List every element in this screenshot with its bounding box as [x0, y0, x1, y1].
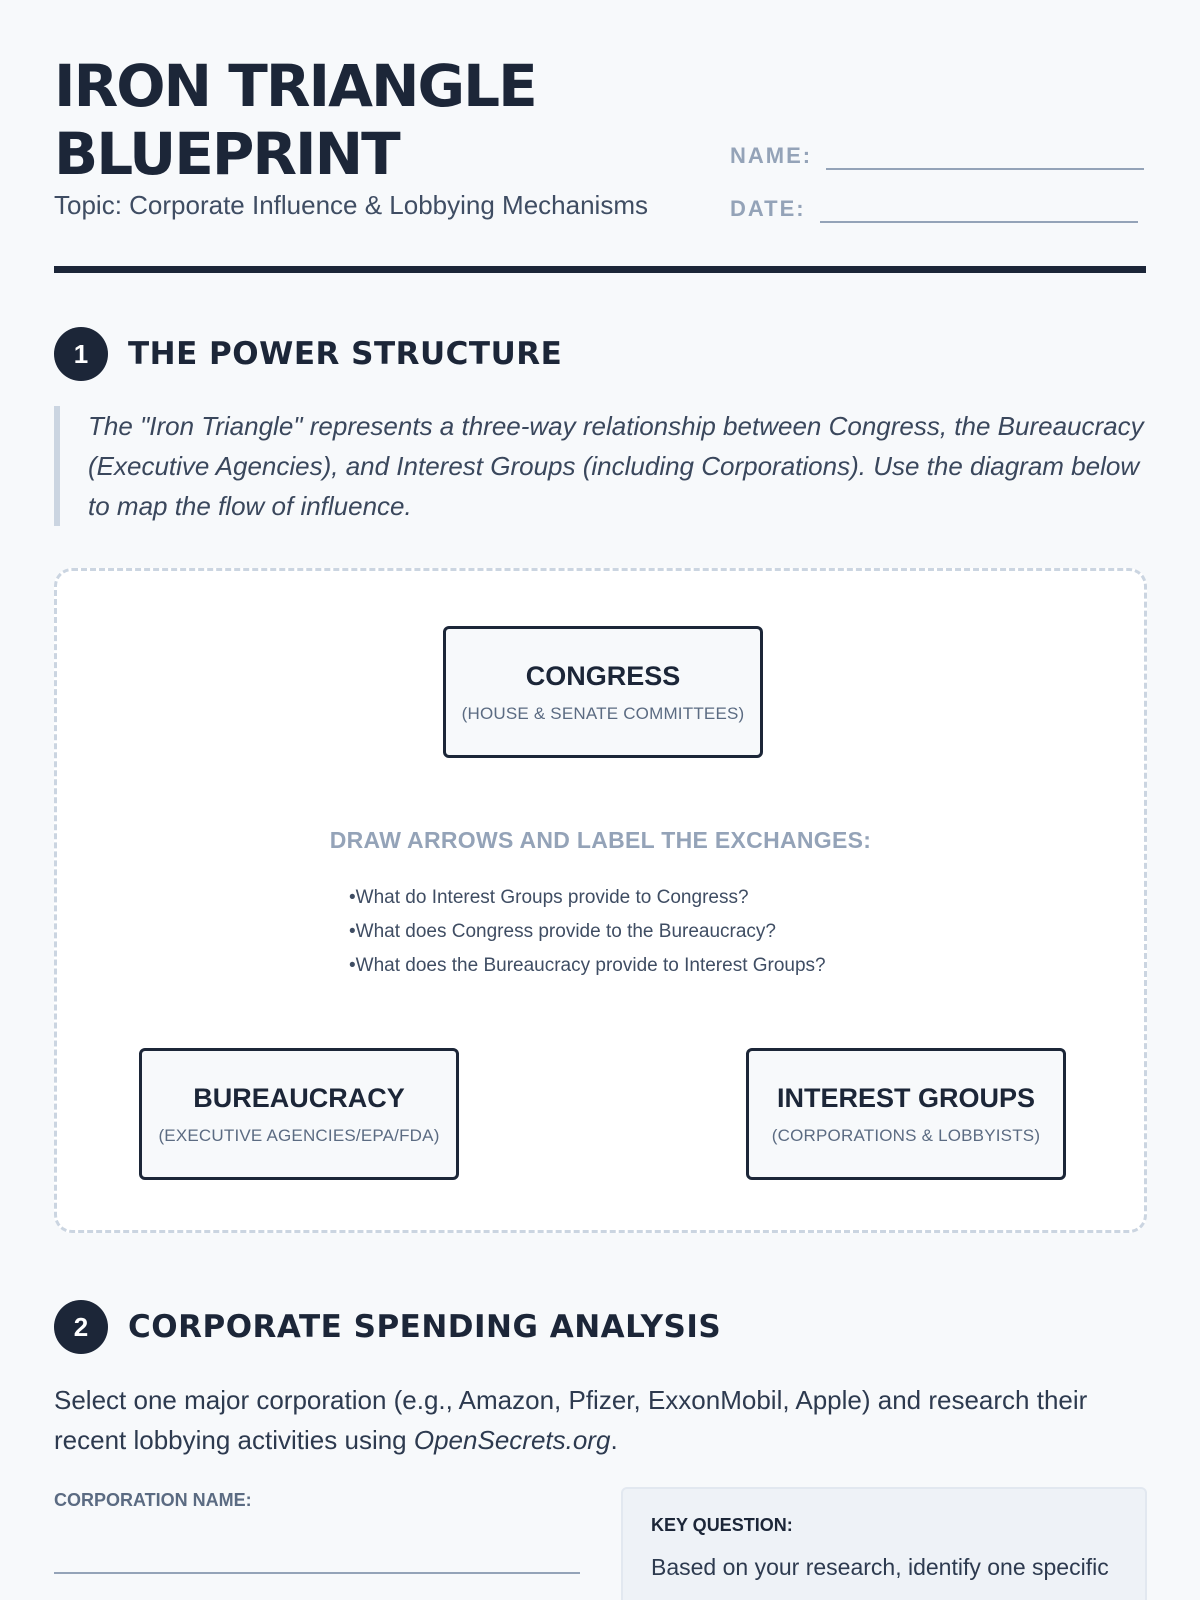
corporation-name-label: CORPORATION NAME:: [54, 1490, 252, 1510]
corporation-name-blank[interactable]: [54, 1572, 580, 1574]
worksheet-header: [54, 0, 1146, 274]
congress-title: CONGRESS: [525, 661, 681, 691]
prompt-item: • What do Interest Groups provide to Congress?: [349, 881, 826, 915]
worksheet-title: IRON TRIANGLE BLUEPRINT: [54, 52, 536, 188]
bureaucracy-title: BUREAUCRACY: [193, 1083, 405, 1113]
section-1-title: THE POWER STRUCTURE: [128, 336, 563, 372]
congress-subtitle: (HOUSE & SENATE COMMITTEES): [461, 704, 745, 723]
source-reference: OpenSecrets.org: [413, 1425, 611, 1455]
worksheet-topic: Topic: Corporate Influence & Lobbying Mechanisms: [54, 190, 648, 220]
bureaucracy-node: [139, 1048, 459, 1180]
key-question-box: [621, 1487, 1147, 1600]
instructions-end: .: [610, 1425, 618, 1455]
date-blank[interactable]: [820, 191, 1138, 223]
section-2-title: CORPORATE SPENDING ANALYSIS: [128, 1309, 722, 1345]
name-field: [730, 138, 1144, 170]
interest-groups-subtitle: (CORPORATIONS & LOBBYISTS): [771, 1126, 1041, 1145]
section-1-number: 1: [54, 327, 108, 381]
name-blank[interactable]: [826, 138, 1144, 170]
section-2-number: 2: [54, 1300, 108, 1354]
prompt-item: • What does Congress provide to the Bureaucracy?: [349, 915, 826, 949]
name-label: NAME:: [730, 143, 813, 168]
diagram-instructions-title: DRAW ARROWS AND LABEL THE EXCHANGES:: [329, 827, 872, 853]
header-divider: [54, 266, 1146, 273]
bureaucracy-subtitle: (EXECUTIVE AGENCIES/EPA/FDA): [158, 1126, 440, 1145]
instructions-text: Select one major corporation (e.g., Amazon, Pfizer, ExxonMobil, Apple) and research their recent lobbying activities using: [54, 1385, 1088, 1455]
date-field: [730, 191, 1138, 223]
date-label: DATE:: [730, 196, 806, 221]
section-1-heading: [54, 327, 562, 381]
section-2-heading: [54, 1300, 721, 1354]
exchange-prompts: [349, 881, 826, 983]
prompt-item: • What does the Bureaucracy provide to Interest Groups?: [349, 949, 826, 983]
section-2-instructions: [54, 1380, 1146, 1460]
key-question-text: Based on your research, identify one specific: [651, 1554, 1109, 1580]
interest-groups-node: [746, 1048, 1066, 1180]
section-1-intro: The "Iron Triangle" represents a three-way relationship between Congress, the Bureaucracy (Executive Agencies), and Interest Groups (including Corporations). Use the diagram below to map the flow of influence.: [54, 406, 1146, 526]
interest-groups-title: INTEREST GROUPS: [776, 1083, 1036, 1113]
key-question-label: KEY QUESTION:: [651, 1515, 793, 1535]
iron-triangle-diagram[interactable]: [54, 568, 1147, 1233]
congress-node: [443, 626, 763, 758]
